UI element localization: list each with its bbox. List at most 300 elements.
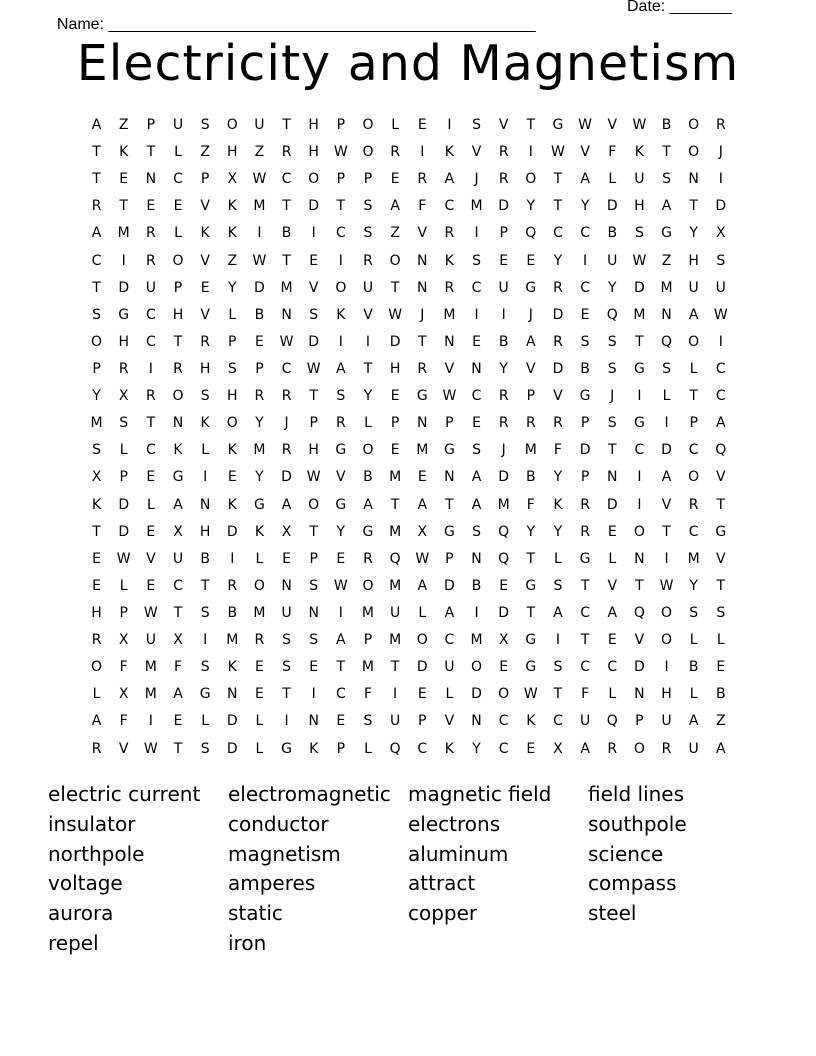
grid-letter: D <box>606 198 618 215</box>
grid-letter: V <box>444 713 455 730</box>
grid-letter: H <box>199 360 211 377</box>
word-bank-item: compass <box>588 871 677 896</box>
grid-letter: A <box>417 496 428 513</box>
grid-letter: R <box>580 523 590 540</box>
grid-letter: R <box>390 144 400 161</box>
grid-letter: A <box>444 604 455 621</box>
grid-letter: E <box>390 388 400 405</box>
grid-letter: O <box>226 117 238 133</box>
grid-letter: N <box>444 469 455 486</box>
grid-letter: O <box>253 577 265 594</box>
grid-letter: X <box>417 523 428 540</box>
grid-letter: H <box>227 388 238 405</box>
grid-letter: S <box>227 360 237 377</box>
grid-letter: I <box>284 713 289 730</box>
grid-letter: O <box>633 740 645 757</box>
grid-letter: G <box>525 659 537 676</box>
grid-letter: X <box>118 632 129 649</box>
grid-letter: L <box>391 117 400 133</box>
grid-letter: U <box>389 713 401 730</box>
grid-letter: L <box>92 686 101 703</box>
grid-letter: T <box>716 577 726 594</box>
grid-letter: R <box>145 388 156 405</box>
grid-letter: L <box>201 713 210 730</box>
grid-letter: M <box>253 604 266 621</box>
grid-letter: R <box>145 225 156 242</box>
grid-letter: P <box>445 415 454 432</box>
grid-letter: A <box>444 171 455 188</box>
grid-letter: S <box>472 442 481 459</box>
grid-letter: R <box>607 740 618 757</box>
grid-letter: K <box>227 659 237 676</box>
grid-letter: A <box>526 333 536 350</box>
grid-letter: T <box>689 388 698 405</box>
grid-letter: C <box>281 360 292 377</box>
grid-letter: L <box>689 360 698 377</box>
grid-letter: T <box>173 333 183 350</box>
grid-letter: A <box>173 496 183 513</box>
grid-letter: S <box>200 604 210 621</box>
grid-letter: G <box>525 577 537 594</box>
grid-letter: W <box>659 577 674 594</box>
grid-letter: S <box>472 523 481 540</box>
grid-letter: D <box>226 523 238 540</box>
grid-letter: U <box>145 632 156 649</box>
grid-letter: S <box>607 360 617 377</box>
grid-letter: T <box>662 144 671 161</box>
grid-letter: Y <box>255 415 264 432</box>
grid-letter: L <box>255 550 264 567</box>
grid-letter: C <box>91 252 102 269</box>
grid-letter: F <box>418 198 427 215</box>
grid-letter: V <box>336 469 346 486</box>
grid-letter: S <box>662 360 671 377</box>
grid-letter: D <box>633 659 645 676</box>
grid-letter: I <box>555 632 561 649</box>
grid-letter: L <box>201 442 210 459</box>
grid-letter: R <box>525 415 536 432</box>
grid-letter: K <box>119 144 129 161</box>
word-bank-item: magnetic field <box>408 782 552 806</box>
date-field-label: Date: _______ <box>627 0 732 15</box>
grid-letter: K <box>227 442 237 459</box>
grid-letter: I <box>664 550 669 567</box>
grid-letter: U <box>607 252 618 269</box>
grid-letter: T <box>173 604 183 621</box>
grid-letter: A <box>363 496 373 513</box>
grid-letter: E <box>282 550 291 567</box>
grid-letter: C <box>580 604 590 621</box>
grid-letter: E <box>526 740 536 757</box>
grid-letter: Z <box>227 252 238 269</box>
grid-letter: E <box>146 198 156 215</box>
grid-letter: H <box>227 144 238 161</box>
grid-letter: N <box>417 415 428 432</box>
grid-letter: N <box>471 550 482 567</box>
grid-letter: F <box>173 659 183 676</box>
grid-letter: I <box>637 469 642 486</box>
grid-letter: K <box>553 496 563 513</box>
grid-letter: D <box>633 279 645 296</box>
grid-letter: X <box>227 171 238 188</box>
grid-letter: I <box>528 144 533 161</box>
grid-letter: K <box>336 306 346 323</box>
word-bank-item: electrons <box>408 811 501 836</box>
grid-letter: O <box>362 442 374 459</box>
grid-letter: T <box>526 604 536 621</box>
grid-letter: S <box>363 713 373 730</box>
grid-letter: S <box>336 388 346 405</box>
grid-letter: Q <box>498 523 510 540</box>
grid-letter: D <box>579 442 591 459</box>
grid-letter: N <box>227 686 238 703</box>
grid-letter: B <box>200 550 210 567</box>
grid-letter: I <box>474 306 479 323</box>
grid-letter: U <box>172 117 184 133</box>
grid-letter: U <box>444 659 455 676</box>
grid-letter: L <box>418 604 427 621</box>
grid-letter: I <box>474 225 479 242</box>
grid-letter: G <box>199 686 211 703</box>
grid-letter: P <box>418 713 427 730</box>
grid-letter: S <box>309 632 319 649</box>
grid-letter: U <box>172 550 184 567</box>
grid-letter: C <box>335 686 346 703</box>
grid-letter: P <box>200 171 210 188</box>
grid-letter: F <box>553 442 562 459</box>
grid-letter: E <box>336 550 346 567</box>
grid-letter: O <box>688 117 700 133</box>
grid-letter: O <box>362 117 374 133</box>
grid-letter: L <box>228 306 237 323</box>
grid-letter: K <box>227 496 237 513</box>
grid-letter: T <box>363 360 373 377</box>
grid-letter: Y <box>255 469 264 486</box>
grid-letter: C <box>335 225 346 242</box>
grid-letter: T <box>390 659 400 676</box>
grid-letter: M <box>524 442 537 459</box>
grid-letter: L <box>364 415 372 432</box>
grid-letter: Q <box>389 550 401 567</box>
grid-letter: Y <box>607 279 617 296</box>
grid-letter: R <box>498 415 509 432</box>
grid-letter: T <box>607 442 617 459</box>
grid-letter: U <box>362 279 374 296</box>
grid-letter: P <box>390 415 400 432</box>
grid-letter: R <box>553 279 563 296</box>
grid-letter: M <box>117 225 130 242</box>
grid-letter: Z <box>716 713 726 730</box>
grid-letter: R <box>417 360 428 377</box>
grid-letter: B <box>526 469 536 486</box>
grid-letter: H <box>308 442 319 459</box>
grid-letter: I <box>338 604 343 621</box>
grid-letter: Y <box>553 252 563 269</box>
grid-letter: P <box>228 333 237 350</box>
grid-letter: T <box>282 198 291 215</box>
grid-letter: G <box>172 469 184 486</box>
grid-letter: R <box>254 632 265 649</box>
grid-letter: S <box>119 415 129 432</box>
grid-letter: N <box>688 171 699 188</box>
grid-letter: X <box>118 388 129 405</box>
grid-letter: P <box>445 550 454 567</box>
grid-letter: A <box>688 306 699 323</box>
grid-letter: S <box>200 388 210 405</box>
grid-letter: V <box>200 198 210 215</box>
grid-letter: S <box>607 333 617 350</box>
grid-letter: L <box>608 686 617 703</box>
grid-letter: S <box>716 604 726 621</box>
grid-letter: W <box>523 686 538 703</box>
grid-letter: P <box>580 469 590 486</box>
grid-letter: J <box>528 306 533 323</box>
grid-letter: S <box>309 577 319 594</box>
grid-letter: V <box>146 550 156 567</box>
grid-letter: D <box>308 198 320 215</box>
grid-letter: N <box>607 469 618 486</box>
grid-letter: T <box>390 496 400 513</box>
grid-letter: L <box>445 686 454 703</box>
grid-letter: T <box>309 388 318 405</box>
grid-letter: M <box>497 496 510 513</box>
grid-letter: Y <box>553 523 563 540</box>
grid-letter: T <box>526 117 536 133</box>
grid-letter: M <box>389 523 402 540</box>
grid-letter: Q <box>606 713 618 730</box>
grid-letter: A <box>390 198 400 215</box>
grid-letter: I <box>637 388 642 405</box>
grid-letter: I <box>664 659 669 676</box>
grid-letter: L <box>662 388 671 405</box>
grid-letter: W <box>306 360 321 377</box>
word-bank-item: insulator <box>48 811 136 836</box>
grid-letter: O <box>498 686 510 703</box>
grid-letter: W <box>632 117 647 133</box>
grid-letter: D <box>471 686 482 703</box>
grid-letter: P <box>119 469 128 486</box>
grid-letter: K <box>200 415 210 432</box>
grid-letter: D <box>118 496 130 513</box>
grid-letter: E <box>309 252 319 269</box>
grid-letter: E <box>336 713 346 730</box>
grid-letter: G <box>633 360 645 377</box>
grid-letter: T <box>553 686 563 703</box>
grid-letter: F <box>608 144 617 161</box>
grid-letter: Y <box>580 198 590 215</box>
grid-letter: P <box>336 740 346 757</box>
grid-letter: V <box>607 577 618 594</box>
grid-letter: A <box>716 740 726 757</box>
grid-letter: D <box>552 306 564 323</box>
grid-letter: I <box>501 306 506 323</box>
grid-letter: C <box>580 279 590 296</box>
grid-letter: N <box>634 550 645 567</box>
grid-letter: G <box>416 388 428 405</box>
grid-letter: W <box>143 740 158 757</box>
grid-letter: C <box>173 171 183 188</box>
grid-letter: N <box>145 171 157 188</box>
grid-letter: G <box>661 225 672 242</box>
grid-letter: C <box>145 333 156 350</box>
grid-letter: X <box>91 469 102 486</box>
grid-letter: E <box>417 469 427 486</box>
grid-letter: Z <box>661 252 672 269</box>
grid-letter: J <box>501 442 506 459</box>
grid-letter: H <box>172 306 184 323</box>
grid-letter: Q <box>661 333 673 350</box>
grid-letter: L <box>608 171 617 188</box>
grid-letter: I <box>311 225 316 242</box>
grid-letter: W <box>306 469 321 486</box>
grid-letter: Y <box>363 388 373 405</box>
grid-letter: F <box>526 496 535 513</box>
grid-letter: L <box>608 550 617 567</box>
grid-letter: A <box>471 496 482 513</box>
grid-letter: M <box>389 632 402 649</box>
grid-letter: K <box>254 523 264 540</box>
grid-letter: T <box>92 523 101 540</box>
grid-letter: W <box>388 306 403 323</box>
grid-letter: A <box>716 415 726 432</box>
grid-letter: A <box>336 632 346 649</box>
grid-letter: I <box>583 252 588 269</box>
grid-letter: K <box>91 496 102 513</box>
grid-letter: M <box>470 198 483 215</box>
grid-letter: R <box>498 171 509 188</box>
grid-letter: A <box>417 577 428 594</box>
grid-letter: D <box>606 496 618 513</box>
grid-letter: P <box>336 117 346 133</box>
grid-letter: U <box>254 117 265 133</box>
grid-letter: N <box>417 252 428 269</box>
grid-letter: V <box>526 360 536 377</box>
grid-letter: E <box>254 333 264 350</box>
grid-letter: R <box>444 225 455 242</box>
grid-letter: T <box>716 496 726 513</box>
grid-letter: E <box>390 442 400 459</box>
grid-letter: R <box>363 252 373 269</box>
grid-letter: O <box>661 632 673 649</box>
grid-letter: N <box>281 577 292 594</box>
grid-letter: I <box>203 632 208 649</box>
grid-letter: S <box>92 442 102 459</box>
grid-letter: S <box>553 577 563 594</box>
grid-letter: E <box>173 713 183 730</box>
grid-letter: S <box>580 333 590 350</box>
grid-letter: D <box>444 577 455 594</box>
grid-letter: U <box>688 279 699 296</box>
grid-letter: U <box>389 604 401 621</box>
grid-letter: E <box>580 306 590 323</box>
grid-letter: F <box>581 686 590 703</box>
grid-letter: L <box>716 632 725 649</box>
grid-letter: B <box>363 469 373 486</box>
grid-letter: M <box>389 577 402 594</box>
grid-letter: D <box>118 523 130 540</box>
grid-letter: R <box>661 740 672 757</box>
grid-letter: Y <box>526 198 536 215</box>
grid-letter: O <box>688 333 700 350</box>
grid-letter: I <box>338 252 343 269</box>
word-bank-item: steel <box>588 901 637 926</box>
grid-letter: O <box>389 252 401 269</box>
grid-letter: G <box>118 306 130 323</box>
grid-letter: O <box>688 144 700 161</box>
grid-letter: Z <box>390 225 400 242</box>
grid-letter: V <box>200 252 210 269</box>
grid-letter: Y <box>553 469 563 486</box>
grid-letter: L <box>364 740 372 757</box>
grid-letter: X <box>173 632 183 649</box>
grid-letter: Z <box>254 144 265 161</box>
grid-letter: X <box>173 523 183 540</box>
grid-letter: N <box>172 415 184 432</box>
grid-letter: N <box>471 360 482 377</box>
grid-letter: M <box>443 306 456 323</box>
grid-letter: N <box>634 686 645 703</box>
grid-letter: R <box>363 550 373 567</box>
grid-letter: Y <box>472 740 481 757</box>
grid-letter: P <box>635 713 644 730</box>
grid-letter: U <box>661 713 672 730</box>
grid-letter: J <box>474 171 479 188</box>
grid-letter: E <box>472 415 481 432</box>
grid-letter: C <box>498 713 509 730</box>
page-title: Electricity and Magnetism <box>76 35 740 92</box>
grid-letter: N <box>281 306 292 323</box>
grid-letter: W <box>713 306 728 323</box>
grid-letter: V <box>363 306 373 323</box>
grid-letter: L <box>689 686 698 703</box>
grid-letter: A <box>661 469 672 486</box>
grid-letter: H <box>199 523 211 540</box>
grid-letter: I <box>257 225 262 242</box>
grid-letter: K <box>444 740 454 757</box>
grid-letter: W <box>333 144 348 161</box>
grid-letter: T <box>662 523 671 540</box>
grid-letter: G <box>525 279 537 296</box>
grid-letter: T <box>92 279 101 296</box>
grid-letter: R <box>444 279 455 296</box>
grid-letter: G <box>443 523 455 540</box>
grid-letter: E <box>499 577 509 594</box>
grid-letter: V <box>634 632 645 649</box>
grid-letter: A <box>471 469 482 486</box>
grid-letter: U <box>579 713 591 730</box>
grid-letter: G <box>362 523 374 540</box>
grid-letter: R <box>118 360 129 377</box>
grid-letter: J <box>610 388 615 405</box>
grid-letter: Z <box>118 117 129 133</box>
grid-letter: S <box>472 252 481 269</box>
grid-letter: M <box>90 415 103 432</box>
grid-letter: R <box>91 632 102 649</box>
grid-letter: T <box>580 577 590 594</box>
grid-letter: W <box>442 388 457 405</box>
grid-letter: E <box>417 117 427 133</box>
grid-letter: R <box>498 388 509 405</box>
grid-letter: G <box>335 496 347 513</box>
grid-letter: P <box>173 279 183 296</box>
grid-letter: V <box>118 740 129 757</box>
grid-letter: R <box>91 740 102 757</box>
grid-letter: A <box>580 740 590 757</box>
grid-letter: O <box>362 577 374 594</box>
grid-letter: I <box>718 171 723 188</box>
grid-letter: V <box>661 496 672 513</box>
grid-letter: R <box>91 198 102 215</box>
